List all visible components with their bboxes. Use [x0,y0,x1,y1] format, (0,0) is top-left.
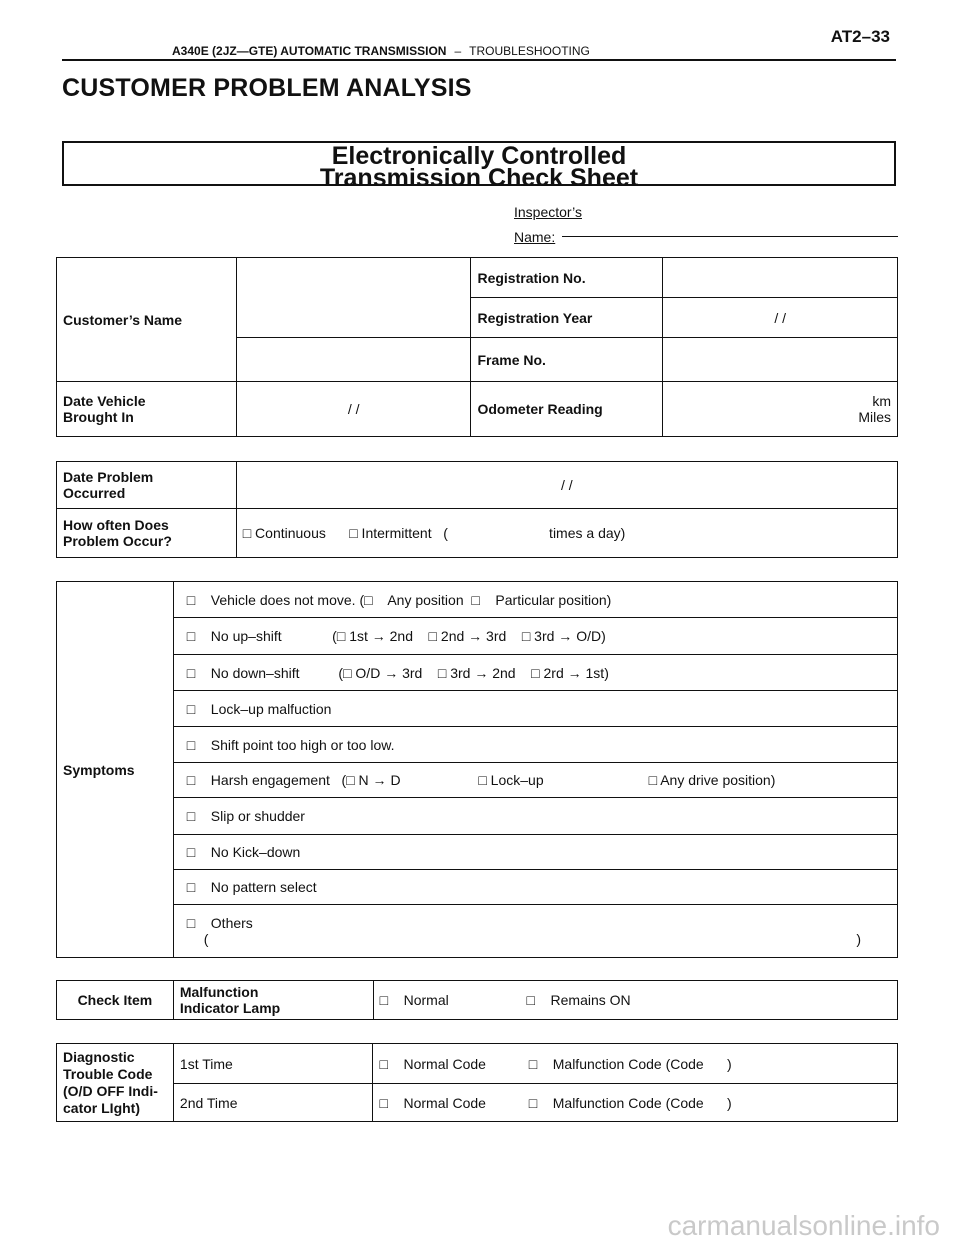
dtc-second-time-options[interactable]: □ Normal Code □ Malfunction Code (Code ) [373,1084,898,1122]
how-often-label [57,509,237,558]
symptom-item[interactable]: □ Harsh engagement (□ N → D □ Lock–up □ Any drive position) [173,763,897,798]
symptom-item[interactable]: □ No Kick–down [173,835,897,870]
check-item-table [56,980,898,1020]
date-occurred-label [57,462,237,509]
frame-no-field[interactable] [663,338,898,382]
dtc-label [57,1044,174,1122]
dtc-label-line4: cator LIght) [63,1099,140,1116]
page-number: AT2–33 [830,27,890,46]
symptom-item[interactable]: □ Shift point too high or too low. [173,727,897,763]
inspector-name-label [514,200,582,250]
how-often-label-line1: How often Does [63,517,169,533]
check-sheet-title-line1: Electronically Controlled [331,142,627,170]
inspector-label-line2: Name: [514,229,556,245]
date-brought-in-label-line2: Brought In [63,409,134,425]
symptom-item[interactable]: □ No up–shift (□ 1st → 2nd □ 2nd → 3rd □ 3rd → O/D) [173,618,897,655]
customer-name-field-1[interactable] [236,258,471,338]
vehicle-info-table [56,257,898,437]
header-separator: – [454,44,462,58]
how-often-options[interactable]: □ Continuous □ Intermittent ( times a day) [236,509,897,558]
watermark [0,1210,960,1242]
running-header [172,44,590,58]
registration-no-label: Registration No. [471,258,663,298]
check-sheet-title-box [62,141,896,192]
date-occurred-label-line1: Date Problem [63,469,154,485]
dtc-label-line3: (O/D OFF Indi- [63,1082,158,1099]
mil-label-line1: Malfunction [179,984,259,1000]
mil-label-line2: Indicator Lamp [179,1000,281,1016]
symptom-others[interactable] [173,905,897,958]
others-paren-open: ( [203,931,209,947]
inspector-name-field[interactable] [562,236,898,237]
symptom-item[interactable]: □ Vehicle does not move. (□ Any position □ Particular position) [173,582,897,618]
header-rule [62,59,896,61]
frame-no-label: Frame No. [471,338,663,382]
date-brought-in-label-line1: Date Vehicle [63,393,146,409]
dtc-second-time-label: 2nd Time [173,1084,373,1122]
watermark-text: carmanualsonline.info [667,1210,940,1241]
symptoms-table [56,581,898,958]
dtc-label-line2: Trouble Code [63,1065,153,1082]
odometer-unit-km: km [872,393,891,409]
odometer-label: Odometer Reading [471,382,663,437]
dtc-label-line1: Diagnostic [63,1048,135,1065]
registration-year-label: Registration Year [471,298,663,338]
others-paren-close: ) [856,931,861,947]
date-occurred-label-line2: Occurred [63,485,126,501]
odometer-unit-miles: Miles [858,409,891,425]
customer-name-field-2[interactable] [236,338,471,382]
check-item-label: Check Item [57,981,174,1020]
dtc-table [56,1043,898,1122]
problem-timing-table [56,461,898,558]
symptom-item[interactable]: □ Lock–up malfuction [173,691,897,727]
customer-name-label: Customer’s Name [57,258,237,382]
header-section-title: A340E (2JZ—GTE) AUTOMATIC TRANSMISSION [172,44,447,58]
mil-options[interactable]: □ Normal □ Remains ON [373,981,897,1020]
dtc-first-time-label: 1st Time [173,1044,373,1084]
registration-no-field[interactable] [663,258,898,298]
symptom-item[interactable]: □ Slip or shudder [173,798,897,835]
check-sheet-title-line2: Transmission Check Sheet [319,164,639,192]
symptom-others-field[interactable] [187,931,891,947]
header-subsection: TROUBLESHOOTING [469,44,590,58]
symptom-item[interactable]: □ No pattern select [173,870,897,905]
page-title: CUSTOMER PROBLEM ANALYSIS [62,74,472,102]
date-occurred-field[interactable]: / / [236,462,897,509]
inspector-label-line1: Inspector’s [514,204,582,220]
symptom-item[interactable]: □ No down–shift (□ O/D → 3rd □ 3rd → 2nd □ 2rd → 1st) [173,655,897,691]
dtc-first-time-options[interactable]: □ Normal Code □ Malfunction Code (Code ) [373,1044,898,1084]
odometer-field[interactable] [663,382,898,437]
how-often-label-line2: Problem Occur? [63,533,172,549]
date-brought-in-field[interactable]: / / [236,382,471,437]
mil-label [173,981,373,1020]
symptoms-label: Symptoms [57,582,174,958]
symptom-others-label: □ Others [186,915,253,931]
registration-year-field[interactable]: / / [663,298,898,338]
date-brought-in-label [57,382,237,437]
